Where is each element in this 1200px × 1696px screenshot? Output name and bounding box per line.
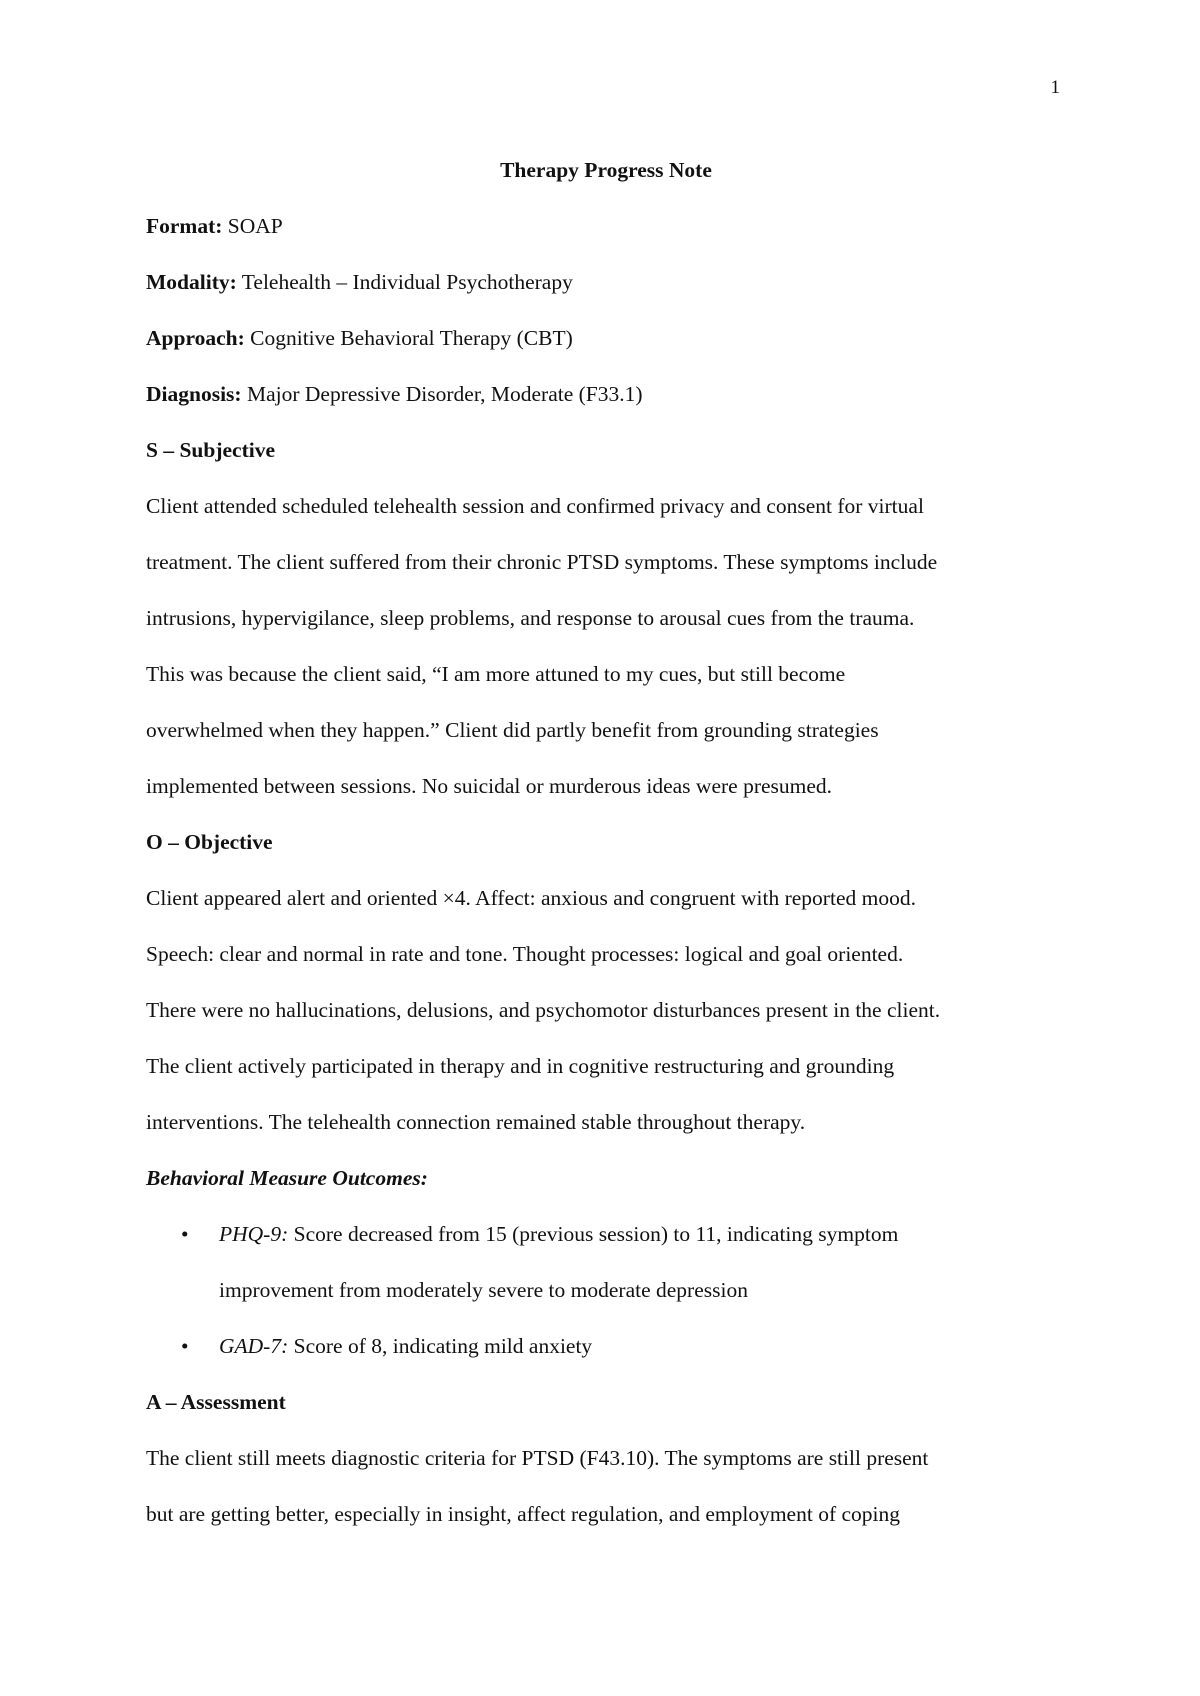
objective-line: The client actively participated in therapy and in cognitive restructuring and grounding	[146, 1054, 895, 1078]
objective-paragraph	[146, 870, 1066, 1150]
objective-heading: O – Objective	[146, 830, 273, 854]
meta-diagnosis	[146, 366, 1066, 422]
objective-line: There were no hallucinations, delusions, and psychomotor disturbances present in the client.	[146, 998, 941, 1022]
subjective-line: implemented between sessions. No suicidal or murderous ideas were presumed.	[146, 774, 833, 798]
subjective-paragraph	[146, 478, 1066, 814]
meta-format-value: SOAP	[222, 214, 283, 238]
list-item-line	[219, 1318, 1066, 1374]
bullet-icon: •	[181, 1222, 189, 1246]
subjective-line: This was because the client said, “I am more attuned to my cues, but still become	[146, 662, 846, 686]
measure-text: Score of 8, indicating mild anxiety	[288, 1334, 593, 1358]
meta-approach	[146, 310, 1066, 366]
subjective-line: overwhelmed when they happen.” Client did partly benefit from grounding strategies	[146, 718, 879, 742]
meta-diagnosis-value: Major Depressive Disorder, Moderate (F33.1)	[241, 382, 643, 406]
measure-name: GAD-7:	[219, 1334, 289, 1358]
behavioral-measures-list	[146, 1206, 1066, 1374]
objective-line: Client appeared alert and oriented ×4. Affect: anxious and congruent with reported mood.	[146, 886, 916, 910]
document-title: Therapy Progress Note	[500, 158, 712, 182]
subjective-line: Client attended scheduled telehealth session and confirmed privacy and consent for virtual	[146, 494, 924, 518]
meta-format-label: Format:	[146, 214, 223, 238]
list-item-gad7	[146, 1318, 1066, 1374]
list-item-line	[219, 1206, 1066, 1262]
measure-text: Score decreased from 15 (previous session) to 11, indicating symptom	[288, 1222, 899, 1246]
assessment-paragraph	[146, 1430, 1066, 1542]
meta-modality	[146, 254, 1066, 310]
objective-line: Speech: clear and normal in rate and tone. Thought processes: logical and goal oriented.	[146, 942, 904, 966]
list-item-line: improvement from moderately severe to moderate depression	[219, 1278, 748, 1302]
meta-modality-value: Telehealth – Individual Psychotherapy	[236, 270, 573, 294]
assessment-line: but are getting better, especially in insight, affect regulation, and employment of coping	[146, 1502, 901, 1526]
meta-format	[146, 198, 1066, 254]
subjective-line: treatment. The client suffered from their chronic PTSD symptoms. These symptoms include	[146, 550, 938, 574]
assessment-heading: A – Assessment	[146, 1390, 286, 1414]
behavioral-measures-heading: Behavioral Measure Outcomes:	[146, 1166, 428, 1190]
subjective-line: intrusions, hypervigilance, sleep problems, and response to arousal cues from the trauma.	[146, 606, 915, 630]
assessment-line: The client still meets diagnostic criteria for PTSD (F43.10). The symptoms are still present	[146, 1446, 929, 1470]
meta-approach-label: Approach:	[146, 326, 245, 350]
objective-line: interventions. The telehealth connection remained stable throughout therapy.	[146, 1110, 806, 1134]
page-number: 1	[1050, 77, 1060, 98]
document-body	[146, 142, 1066, 1542]
meta-approach-value: Cognitive Behavioral Therapy (CBT)	[244, 326, 573, 350]
bullet-icon: •	[181, 1334, 189, 1358]
meta-modality-label: Modality:	[146, 270, 237, 294]
measure-name: PHQ-9:	[219, 1222, 289, 1246]
list-item-phq9	[146, 1206, 1066, 1318]
subjective-heading: S – Subjective	[146, 438, 275, 462]
meta-diagnosis-label: Diagnosis:	[146, 382, 242, 406]
